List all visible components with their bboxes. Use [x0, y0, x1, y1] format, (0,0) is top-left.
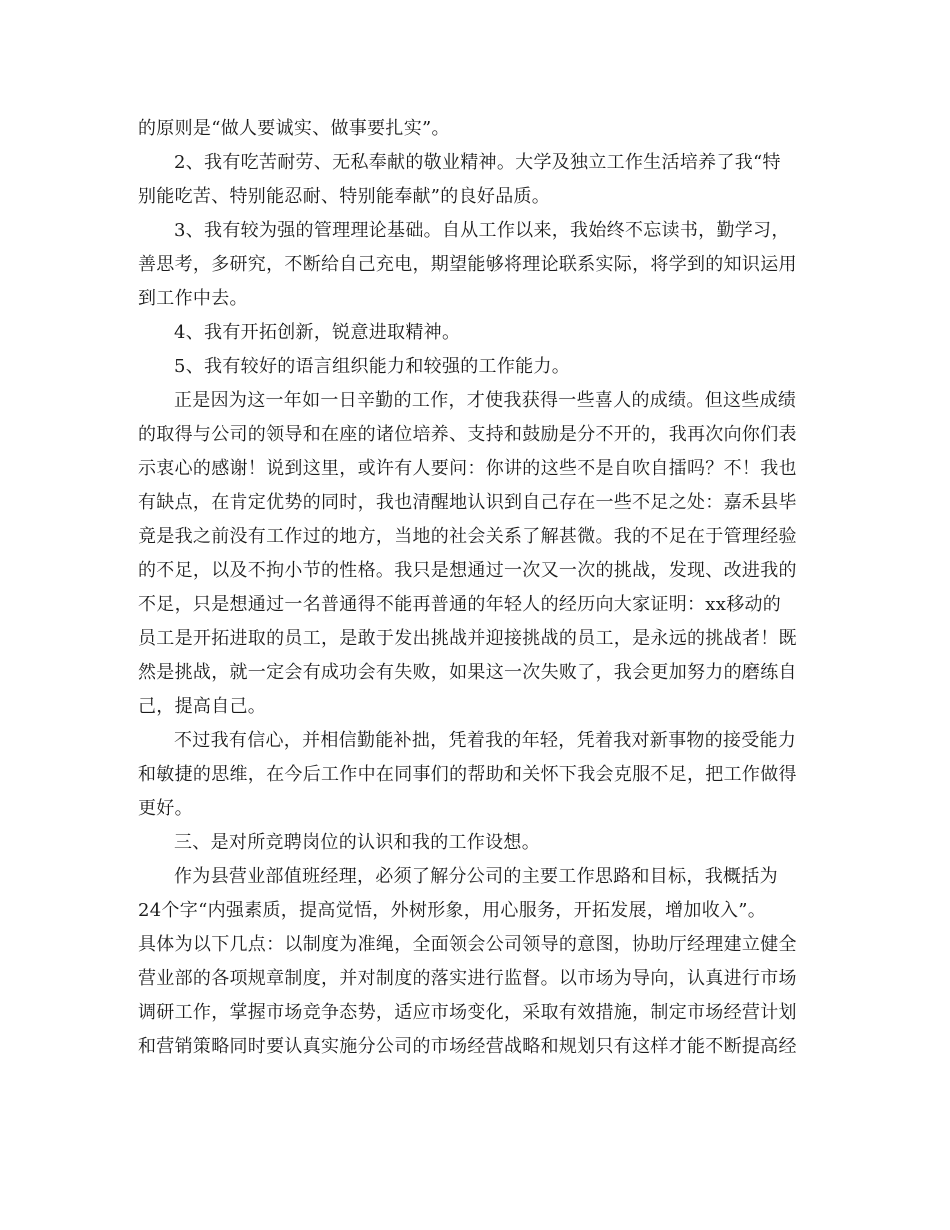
text-line: 和营销策略同时要认真实施分公司的市场经营战略和规划只有这样才能不断提高经 [138, 1036, 797, 1057]
text-line: 示衷心的感谢！说到这里，或许有人要问：你讲的这些不是自吹自擂吗？不！我也 [138, 458, 797, 479]
text-line: 5、我有较好的语言组织能力和较强的工作能力。 [174, 356, 571, 377]
text-line: 的取得与公司的领导和在座的诸位培养、支持和鼓励是分不开的，我再次向你们表 [138, 424, 797, 445]
text-line: 三、是对所竞聘岗位的认识和我的工作设想。 [174, 832, 540, 853]
text-line: 然是挑战，就一定会有成功会有失败，如果这一次失败了，我会更加努力的磨练自 [138, 662, 797, 683]
text-line: 不过我有信心，并相信勤能补拙，凭着我的年轻，凭着我对新事物的接受能力 [174, 730, 797, 751]
text-line: 4、我有开拓创新，锐意进取精神。 [174, 322, 461, 343]
text-line: 正是因为这一年如一日辛勤的工作，才使我获得一些喜人的成绩。但这些成绩 [174, 390, 797, 411]
text-line: 营业部的各项规章制度，并对制度的落实进行监督。以市场为导向，认真进行市场 [138, 968, 797, 989]
text-line: 员工是开拓进取的员工，是敢于发出挑战并迎接挑战的员工，是永远的挑战者！既 [138, 628, 797, 649]
text-line: 善思考，多研究，不断给自己充电，期望能够将理论联系实际，将学到的知识运用 [138, 254, 797, 275]
text-line: 到工作中去。 [138, 288, 248, 309]
text-line: 具体为以下几点：以制度为准绳，全面领会公司领导的意图，协助厅经理建立健全 [138, 934, 797, 955]
text-line: 3、我有较为强的管理理论基础。自从工作以来，我始终不忘读书，勤学习， [174, 220, 790, 241]
text-line: 不足，只是想通过一名普通得不能再普通的年轻人的经历向大家证明：xx移动的 [138, 594, 782, 615]
text-line: 和敏捷的思维，在今后工作中在同事们的帮助和关怀下我会克服不足，把工作做得 [138, 764, 797, 785]
text-line: 有缺点，在肯定优势的同时，我也清醒地认识到自己存在一些不足之处：嘉禾县毕 [138, 492, 797, 513]
text-line: 更好。 [138, 798, 193, 819]
text-line: 竟是我之前没有工作过的地方，当地的社会关系了解甚微。我的不足在于管理经验 [138, 526, 797, 547]
text-line: 己，提高自己。 [138, 696, 267, 717]
text-line: 的原则是“做人要诚实、做事要扎实”。 [138, 118, 450, 139]
document-body [138, 112, 820, 1064]
text-line: 的不足，以及不拘小节的性格。我只是想通过一次又一次的挑战，发现、改进我的 [138, 560, 797, 581]
text-line: 别能吃苦、特别能忍耐、特别能奉献”的良好品质。 [138, 186, 551, 207]
text-line: 2、我有吃苦耐劳、无私奉献的敬业精神。大学及独立工作生活培养了我“特 [174, 152, 781, 173]
text-line: 作为县营业部值班经理，必须了解分公司的主要工作思路和目标，我概括为 [174, 866, 778, 887]
text-line: 调研工作，掌握市场竞争态势，适应市场变化，采取有效措施，制定市场经营计划 [138, 1002, 797, 1023]
text-line: 24个字“内强素质，提高觉悟，外树形象，用心服务，开拓发展，增加收入”。 [138, 900, 767, 921]
